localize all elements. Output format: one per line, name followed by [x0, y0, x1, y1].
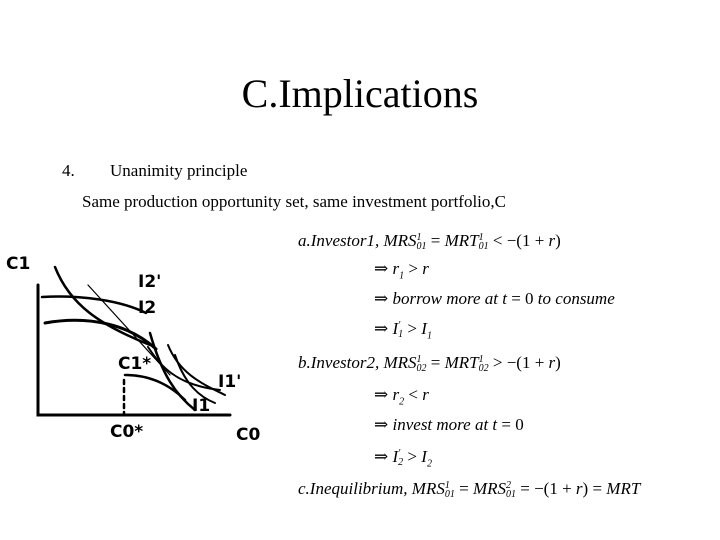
equation-a: a.Investor1, MRS 1 01 = MRT 1 01 < −(1 + r) [298, 231, 561, 253]
equation-b-result-1: ⇒ $r_2 < r$ [374, 385, 429, 408]
curve-label-c1-star: C1* [118, 354, 152, 374]
point-subheading: Same production opportunity set, same investment portfolio,C [82, 192, 506, 211]
point-number: 4. [62, 161, 75, 180]
x-tick-label-c0-star: C0* [110, 422, 144, 442]
equation-b-result-2: ⇒ invest more at t = 0 [374, 415, 524, 434]
curve-label-i2: I2 [138, 298, 157, 318]
curve-label-i2-prime: I2' [138, 272, 162, 292]
curve-label-i1-prime: I1' [218, 372, 242, 392]
equation-a-result-3: ⇒ I ' 1 > $I_1$ [374, 319, 432, 342]
equation-a-result-2: ⇒ borrow more at t = 0 to consume [374, 289, 615, 308]
equation-a-result-1: ⇒ $r_1 > r$ [374, 259, 429, 282]
curve-label-i1: I1 [192, 396, 211, 416]
slide-title: C.Implications [241, 71, 479, 116]
equation-c: c.Inequilibrium, MRS 1 01 = MRS 2 01 = −(1 + r) = MRT [298, 479, 641, 501]
equation-b: b.Investor2, MRS 1 02 = MRT 1 02 > −(1 + r) [298, 353, 561, 375]
equation-b-result-3: ⇒ I ' 2 > $I_2$ [374, 447, 432, 470]
point-heading: Unanimity principle [110, 161, 248, 180]
indifference-curve-sketch [0, 225, 280, 455]
y-axis-label: C1 [6, 254, 31, 274]
x-axis-label: C0 [236, 425, 261, 445]
